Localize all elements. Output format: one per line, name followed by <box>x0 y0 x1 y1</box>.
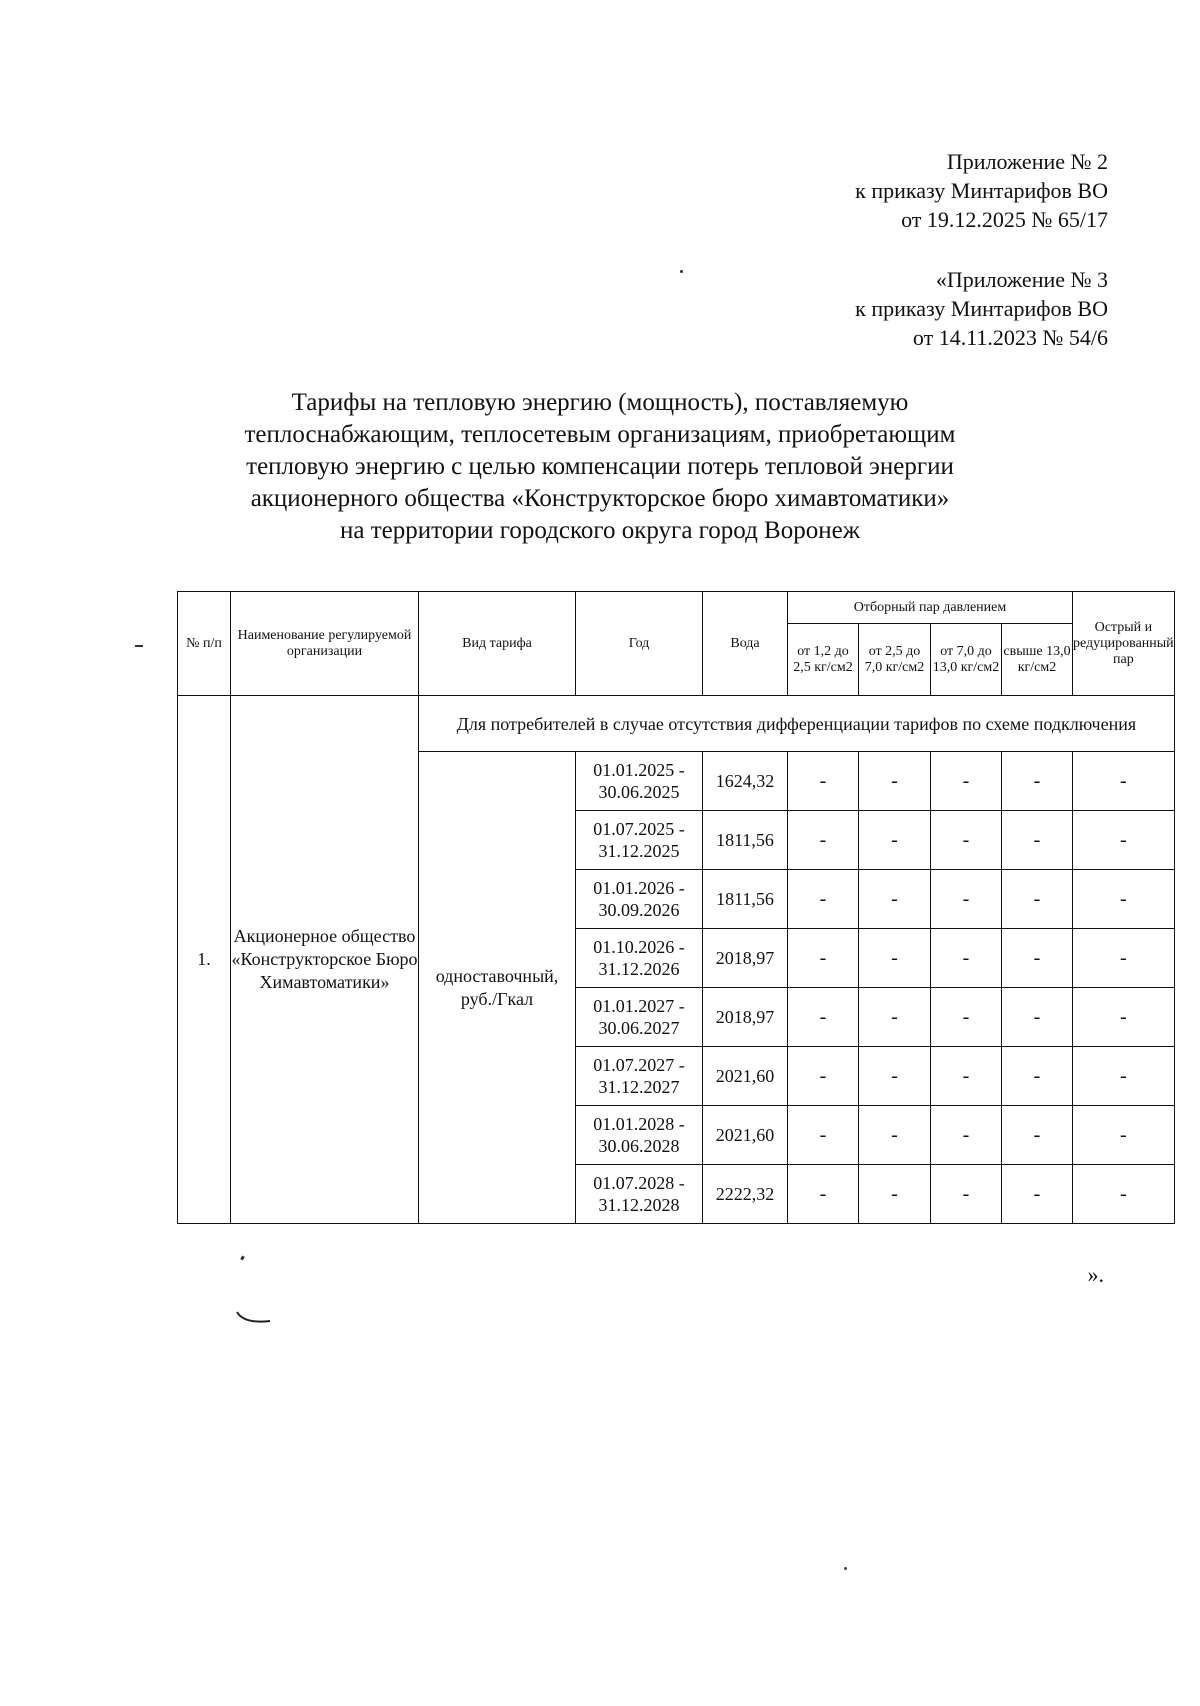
period-cell: 01.07.2028 - 31.12.2028 <box>576 1165 703 1224</box>
row-number: 1. <box>178 696 231 1224</box>
steam-4-cell: - <box>1002 1047 1073 1106</box>
steam-2-cell: - <box>859 1106 931 1165</box>
organization-name: Акционерное общество «Конструкторское Бюро Химавтоматики» <box>231 696 419 1224</box>
title-line-2: теплоснабжающим, теплосетевым организациям, приобретающим <box>244 421 956 448</box>
title-line-1: Тарифы на тепловую энергию (мощность), поставляемую <box>291 389 909 416</box>
steam-4-cell: - <box>1002 988 1073 1047</box>
steam-2-cell: - <box>859 988 931 1047</box>
sharp-steam-cell: - <box>1073 988 1175 1047</box>
steam-1-cell: - <box>788 988 859 1047</box>
steam-4-cell: - <box>1002 1106 1073 1165</box>
tariff-table <box>177 591 1175 1224</box>
tariff-type-cell: одноставочный, руб./Гкал <box>419 752 576 1224</box>
section-label: Для потребителей в случае отсутствия дифференциации тарифов по схеме подключения <box>419 696 1175 752</box>
period-cell: 01.01.2026 - 30.09.2026 <box>576 870 703 929</box>
steam-4-cell: - <box>1002 929 1073 988</box>
steam-1-cell: - <box>788 929 859 988</box>
steam-4-cell: - <box>1002 811 1073 870</box>
water-tariff-cell: 2222,32 <box>703 1165 788 1224</box>
steam-4-cell: - <box>1002 1165 1073 1224</box>
period-cell: 01.01.2025 - 30.06.2025 <box>576 752 703 811</box>
title-line-4: акционерного общества «Конструкторское бюро химавтоматики» <box>250 485 950 512</box>
scan-speck <box>844 1567 847 1570</box>
sharp-steam-cell: - <box>1073 1165 1175 1224</box>
header-num: № п/п <box>178 592 231 696</box>
steam-3-cell: - <box>931 811 1002 870</box>
steam-1-cell: - <box>788 1106 859 1165</box>
header-steam-1: от 1,2 до 2,5 кг/см2 <box>788 624 859 696</box>
steam-2-cell: - <box>859 1165 931 1224</box>
scan-speck <box>135 645 143 647</box>
appendix-current-reference <box>855 147 1108 234</box>
appendix-current-line-2: к приказу Минтарифов ВО <box>855 178 1108 203</box>
steam-1-cell: - <box>788 811 859 870</box>
header-org: Наименование регулируемой организации <box>231 592 419 696</box>
steam-1-cell: - <box>788 1165 859 1224</box>
scan-speck <box>680 270 683 273</box>
sharp-steam-cell: - <box>1073 870 1175 929</box>
steam-1-cell: - <box>788 752 859 811</box>
period-cell: 01.07.2027 - 31.12.2027 <box>576 1047 703 1106</box>
title-line-5: на территории городского округа город Воронеж <box>340 517 860 544</box>
period-cell: 01.07.2025 - 31.12.2025 <box>576 811 703 870</box>
steam-4-cell: - <box>1002 870 1073 929</box>
table-body <box>178 696 1175 1224</box>
steam-3-cell: - <box>931 929 1002 988</box>
header-steam-group: Отборный пар давлением <box>788 592 1073 624</box>
steam-4-cell: - <box>1002 752 1073 811</box>
water-tariff-cell: 2021,60 <box>703 1047 788 1106</box>
section-row <box>178 696 1175 752</box>
water-tariff-cell: 1624,32 <box>703 752 788 811</box>
header-sharp-steam: Острый и редуцированный пар <box>1073 592 1175 696</box>
appendix-amended-line-3: от 14.11.2023 № 54/6 <box>912 325 1108 350</box>
period-cell: 01.10.2026 - 31.12.2026 <box>576 929 703 988</box>
appendix-current-line-3: от 19.12.2025 № 65/17 <box>901 207 1108 232</box>
steam-1-cell: - <box>788 870 859 929</box>
scan-speck <box>240 1256 245 1261</box>
appendix-current-line-1: Приложение № 2 <box>946 149 1108 174</box>
appendix-amended-line-1: «Приложение № 3 <box>935 267 1108 292</box>
water-tariff-cell: 2021,60 <box>703 1106 788 1165</box>
sharp-steam-cell: - <box>1073 752 1175 811</box>
sharp-steam-cell: - <box>1073 1106 1175 1165</box>
steam-3-cell: - <box>931 988 1002 1047</box>
steam-3-cell: - <box>931 752 1002 811</box>
water-tariff-cell: 2018,97 <box>703 929 788 988</box>
header-water: Вода <box>703 592 788 696</box>
document-title <box>150 387 1050 547</box>
steam-2-cell: - <box>859 870 931 929</box>
appendix-amended-reference <box>855 265 1108 352</box>
steam-3-cell: - <box>931 1106 1002 1165</box>
appendix-amended-line-2: к приказу Минтарифов ВО <box>855 296 1108 321</box>
header-steam-4: свыше 13,0 кг/см2 <box>1002 624 1073 696</box>
sharp-steam-cell: - <box>1073 1047 1175 1106</box>
header-tariff-type: Вид тарифа <box>419 592 576 696</box>
steam-3-cell: - <box>931 1165 1002 1224</box>
steam-1-cell: - <box>788 1047 859 1106</box>
header-steam-3: от 7,0 до 13,0 кг/см2 <box>931 624 1002 696</box>
title-line-3: тепловую энергию с целью компенсации потерь тепловой энергии <box>246 453 954 480</box>
water-tariff-cell: 1811,56 <box>703 870 788 929</box>
steam-2-cell: - <box>859 929 931 988</box>
table-header-row-1 <box>178 592 1175 624</box>
steam-2-cell: - <box>859 811 931 870</box>
period-cell: 01.01.2027 - 30.06.2027 <box>576 988 703 1047</box>
steam-3-cell: - <box>931 1047 1002 1106</box>
water-tariff-cell: 1811,56 <box>703 811 788 870</box>
water-tariff-cell: 2018,97 <box>703 988 788 1047</box>
closing-quote-mark: ». <box>1087 1262 1104 1287</box>
header-steam-2: от 2,5 до 7,0 кг/см2 <box>859 624 931 696</box>
steam-2-cell: - <box>859 1047 931 1106</box>
period-cell: 01.01.2028 - 30.06.2028 <box>576 1106 703 1165</box>
sharp-steam-cell: - <box>1073 811 1175 870</box>
steam-3-cell: - <box>931 870 1002 929</box>
handwritten-stroke <box>236 1310 272 1326</box>
header-year: Год <box>576 592 703 696</box>
sharp-steam-cell: - <box>1073 929 1175 988</box>
steam-2-cell: - <box>859 752 931 811</box>
